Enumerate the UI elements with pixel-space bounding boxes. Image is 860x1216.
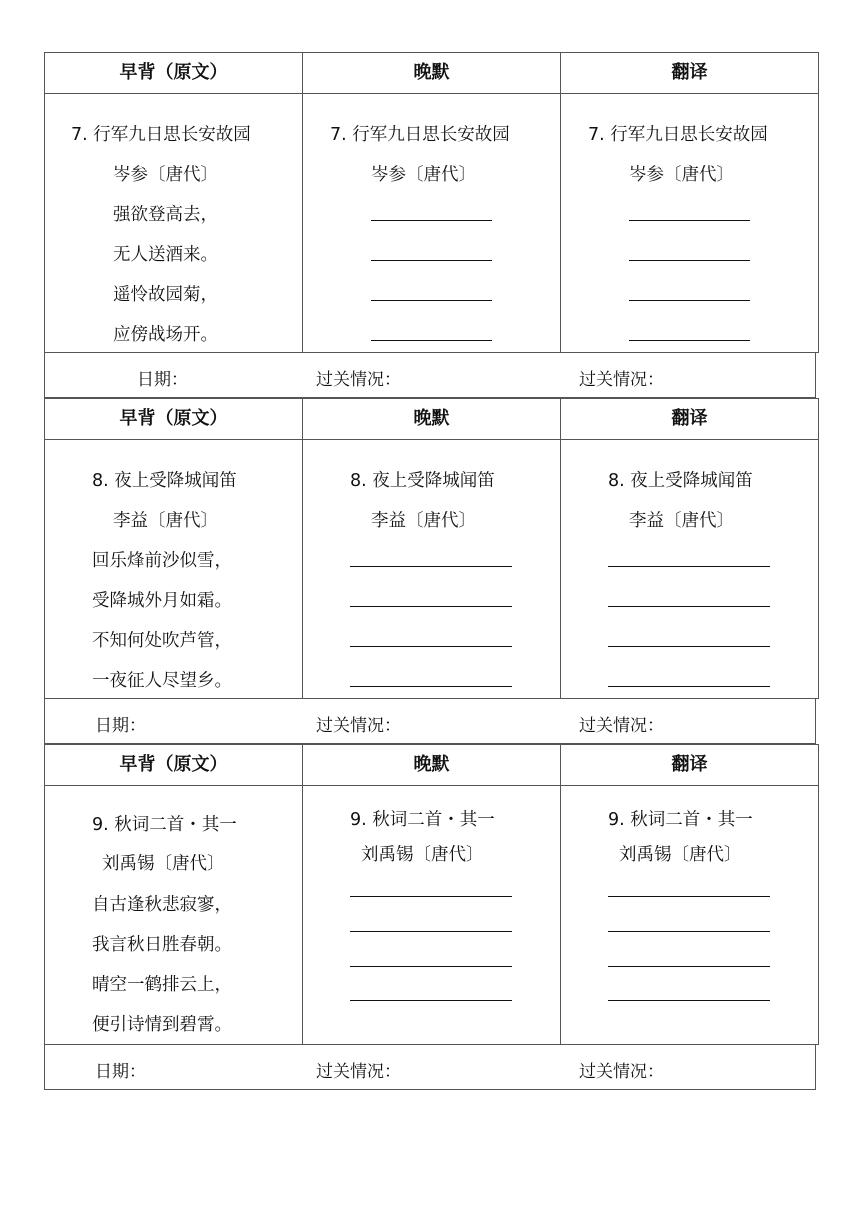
original-cell — [45, 786, 303, 1045]
recite-blank[interactable] — [371, 220, 492, 221]
poem-line: 我言秋日胜春朝。 — [92, 935, 232, 955]
poem-line: 无人送酒来。 — [113, 245, 218, 265]
header-translate: 翻译 — [561, 745, 819, 786]
poem-line: 应傍战场开。 — [113, 325, 218, 345]
poem-block-9 — [44, 744, 819, 1045]
translate-blank[interactable] — [629, 260, 750, 261]
translate-blank[interactable] — [608, 1000, 770, 1001]
poem-title: 8. 夜上受降城闻笛 — [350, 471, 495, 491]
status-label: 过关情况： — [579, 716, 664, 736]
footer-row — [44, 699, 816, 744]
recite-cell — [303, 440, 561, 699]
recite-blank[interactable] — [350, 686, 512, 687]
poem-author: 李益〔唐代〕 — [629, 511, 734, 531]
translate-blank[interactable] — [608, 896, 770, 897]
poem-author: 岑参〔唐代〕 — [629, 165, 734, 185]
translate-blank[interactable] — [608, 931, 770, 932]
poem-line: 一夜征人尽望乡。 — [92, 671, 232, 691]
status-label: 过关情况： — [316, 1062, 401, 1082]
poem-line: 回乐烽前沙似雪， — [92, 551, 232, 571]
recite-cell — [303, 94, 561, 353]
recite-blank[interactable] — [371, 300, 492, 301]
recite-blank[interactable] — [371, 260, 492, 261]
status-label: 过关情况： — [579, 1062, 664, 1082]
poem-line: 受降城外月如霜。 — [92, 591, 232, 611]
translate-blank[interactable] — [608, 966, 770, 967]
poem-title: 7. 行军九日思长安故园 — [588, 125, 768, 145]
poem-title: 7. 行军九日思长安故园 — [71, 125, 251, 145]
recite-blank[interactable] — [350, 606, 512, 607]
poem-title: 8. 夜上受降城闻笛 — [92, 471, 237, 491]
recite-blank[interactable] — [350, 1000, 512, 1001]
header-original: 早背（原文） — [45, 399, 303, 440]
translate-cell — [561, 94, 819, 353]
header-translate: 翻译 — [561, 399, 819, 440]
poem-line: 自古逢秋悲寂寥， — [92, 895, 232, 915]
recite-blank[interactable] — [371, 340, 492, 341]
status-label: 过关情况： — [316, 716, 401, 736]
poem-title: 8. 夜上受降城闻笛 — [608, 471, 753, 491]
poem-title: 9. 秋词二首・其一 — [608, 810, 753, 830]
poem-title: 7. 行军九日思长安故园 — [330, 125, 510, 145]
poem-author: 岑参〔唐代〕 — [371, 165, 476, 185]
poem-block-8 — [44, 398, 819, 699]
poem-block-7 — [44, 52, 819, 353]
poem-author: 李益〔唐代〕 — [113, 511, 218, 531]
poem-author: 李益〔唐代〕 — [371, 511, 476, 531]
recite-blank[interactable] — [350, 931, 512, 932]
translate-blank[interactable] — [608, 686, 770, 687]
translate-blank[interactable] — [608, 606, 770, 607]
header-original: 早背（原文） — [45, 53, 303, 94]
recite-blank[interactable] — [350, 896, 512, 897]
footer-row — [44, 353, 816, 398]
poem-author: 刘禹锡〔唐代〕 — [361, 845, 484, 865]
translate-blank[interactable] — [629, 220, 750, 221]
poem-line: 强欲登高去， — [113, 205, 218, 225]
status-label: 过关情况： — [316, 370, 401, 390]
worksheet — [44, 52, 816, 1090]
footer-row — [44, 1045, 816, 1090]
poem-author: 刘禹锡〔唐代〕 — [102, 854, 225, 874]
original-cell — [45, 440, 303, 699]
header-recite: 晚默 — [303, 399, 561, 440]
translate-blank[interactable] — [629, 300, 750, 301]
translate-cell — [561, 786, 819, 1045]
translate-blank[interactable] — [629, 340, 750, 341]
header-recite: 晚默 — [303, 745, 561, 786]
translate-cell — [561, 440, 819, 699]
poem-line: 不知何处吹芦管， — [92, 631, 232, 651]
date-label: 日期： — [95, 716, 146, 736]
poem-title: 9. 秋词二首・其一 — [92, 815, 237, 835]
recite-blank[interactable] — [350, 566, 512, 567]
poem-line: 晴空一鹤排云上， — [92, 975, 232, 995]
date-label: 日期： — [95, 1062, 146, 1082]
header-recite: 晚默 — [303, 53, 561, 94]
recite-cell — [303, 786, 561, 1045]
poem-title: 9. 秋词二首・其一 — [350, 810, 495, 830]
translate-blank[interactable] — [608, 646, 770, 647]
translate-blank[interactable] — [608, 566, 770, 567]
original-cell — [45, 94, 303, 353]
date-label: 日期： — [137, 370, 188, 390]
header-original: 早背（原文） — [45, 745, 303, 786]
recite-blank[interactable] — [350, 966, 512, 967]
poem-line: 遥怜故园菊， — [113, 285, 218, 305]
poem-author: 刘禹锡〔唐代〕 — [619, 845, 742, 865]
recite-blank[interactable] — [350, 646, 512, 647]
header-translate: 翻译 — [561, 53, 819, 94]
poem-author: 岑参〔唐代〕 — [113, 165, 218, 185]
status-label: 过关情况： — [579, 370, 664, 390]
poem-line: 便引诗情到碧霄。 — [92, 1015, 232, 1035]
